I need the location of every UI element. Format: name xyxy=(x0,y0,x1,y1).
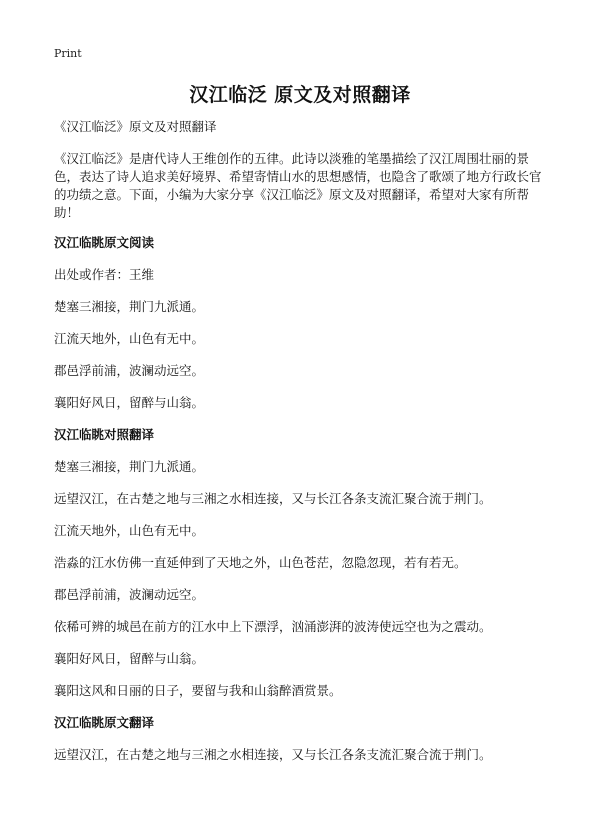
intro-paragraph: 《汉江临泛》是唐代诗人王维创作的五律。此诗以淡雅的笔墨描绘了汉江周围壮丽的景色，表达了诗人追求美好境界、希望寄情山水的思想感情，也隐含了歌颂了地方行政长官的功绩之意。下面，小编为大家分享《汉江临泛》原文及对照翻译，希望对大家有所帮助！ xyxy=(54,151,542,220)
section-heading-translation: 汉江临眺对照翻译 xyxy=(54,427,155,442)
article-body xyxy=(54,118,550,778)
section-heading-original: 汉江临眺原文阅读 xyxy=(54,235,155,250)
translation-line: 远望汉江，在古楚之地与三湘之水相连接，又与长江各条支流汇聚合流于荆门。 xyxy=(54,491,492,506)
poem-line: 江流天地外，山色有无中。 xyxy=(54,331,205,346)
translation-line: 襄阳这风和日丽的日子，要留与我和山翁醉酒赏景。 xyxy=(54,683,342,698)
print-link[interactable]: Print xyxy=(54,47,82,60)
translation-line: 郡邑浮前浦，波澜动远空。 xyxy=(54,587,205,602)
translation-line: 楚塞三湘接，荆门九派通。 xyxy=(54,459,205,474)
poem-line: 楚塞三湘接，荆门九派通。 xyxy=(54,299,205,314)
translation-line: 襄阳好风日，留醉与山翁。 xyxy=(54,651,205,666)
translation-line: 江流天地外，山色有无中。 xyxy=(54,523,205,538)
section-heading-original-translation: 汉江临眺原文翻译 xyxy=(54,715,155,730)
article-subtitle: 《汉江临泛》原文及对照翻译 xyxy=(54,119,217,134)
page-title: 汉江临泛 原文及对照翻译 xyxy=(189,84,411,106)
translation-line: 浩淼的江水仿佛一直延伸到了天地之外，山色苍茫，忽隐忽现，若有若无。 xyxy=(54,555,467,570)
poem-line: 郡邑浮前浦，波澜动远空。 xyxy=(54,363,205,378)
translation-line: 依稀可辨的城邑在前方的江水中上下漂浮，汹涌澎湃的波涛使远空也为之震动。 xyxy=(54,619,492,634)
poem-line: 襄阳好风日，留醉与山翁。 xyxy=(54,395,205,410)
translation-line: 远望汉江，在古楚之地与三湘之水相连接，又与长江各条支流汇聚合流于荆门。 xyxy=(54,747,492,762)
poem-line: 出处或作者：王维 xyxy=(54,267,155,282)
